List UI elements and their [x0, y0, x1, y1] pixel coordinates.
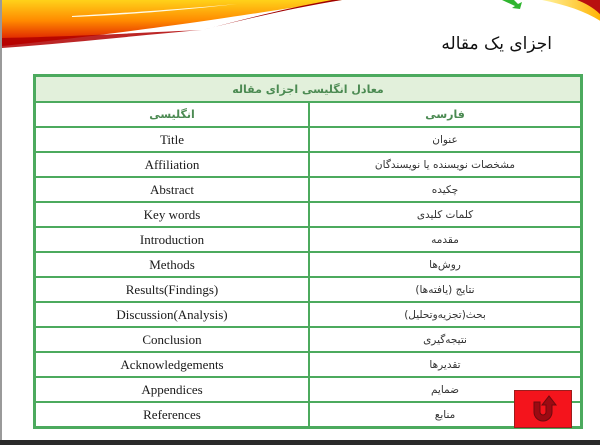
- table-row: [35, 277, 582, 302]
- return-button[interactable]: [514, 390, 572, 428]
- column-header-row: [35, 102, 582, 127]
- table-row: [35, 252, 582, 277]
- english-term: Results(Findings): [35, 277, 310, 302]
- persian-term: عنوان: [309, 127, 582, 152]
- table-row: [35, 302, 582, 327]
- persian-term: کلمات کلیدی: [309, 202, 582, 227]
- column-header-english: انگلیسی: [35, 102, 310, 127]
- english-term: Affiliation: [35, 152, 310, 177]
- english-term: Acknowledgements: [35, 352, 310, 377]
- persian-term: ضمایم: [309, 377, 582, 402]
- english-term: Appendices: [35, 377, 310, 402]
- slide-title: اجزای یک مقاله: [441, 34, 552, 54]
- english-term: Introduction: [35, 227, 310, 252]
- table-row: [35, 402, 582, 428]
- english-term: Conclusion: [35, 327, 310, 352]
- persian-term: مشخصات نویسنده یا نویسندگان: [309, 152, 582, 177]
- english-term: Discussion(Analysis): [35, 302, 310, 327]
- article-parts-table: [33, 74, 583, 429]
- english-term: References: [35, 402, 310, 428]
- persian-term: تقدیرها: [309, 352, 582, 377]
- table-row: [35, 202, 582, 227]
- persian-term: چکیده: [309, 177, 582, 202]
- english-term: Abstract: [35, 177, 310, 202]
- english-term: Methods: [35, 252, 310, 277]
- column-header-persian: فارسی: [309, 102, 582, 127]
- table-row: [35, 352, 582, 377]
- table-row: [35, 127, 582, 152]
- table-row: [35, 227, 582, 252]
- table-row: [35, 177, 582, 202]
- table-caption: معادل انگلیسی اجزای مقاله: [35, 76, 582, 103]
- persian-term: نتایج (یافته‌ها): [309, 277, 582, 302]
- english-term: Key words: [35, 202, 310, 227]
- bottom-edge: [0, 440, 600, 445]
- english-term: Title: [35, 127, 310, 152]
- u-turn-arrow-icon: [528, 394, 558, 424]
- table-row: [35, 327, 582, 352]
- persian-term: بحث(تجزیه‌وتحلیل): [309, 302, 582, 327]
- persian-term: مقدمه: [309, 227, 582, 252]
- table-row: [35, 377, 582, 402]
- persian-term: منابع: [309, 402, 582, 428]
- persian-term: روش‌ها: [309, 252, 582, 277]
- persian-term: نتیجه‌گیری: [309, 327, 582, 352]
- table-row: [35, 152, 582, 177]
